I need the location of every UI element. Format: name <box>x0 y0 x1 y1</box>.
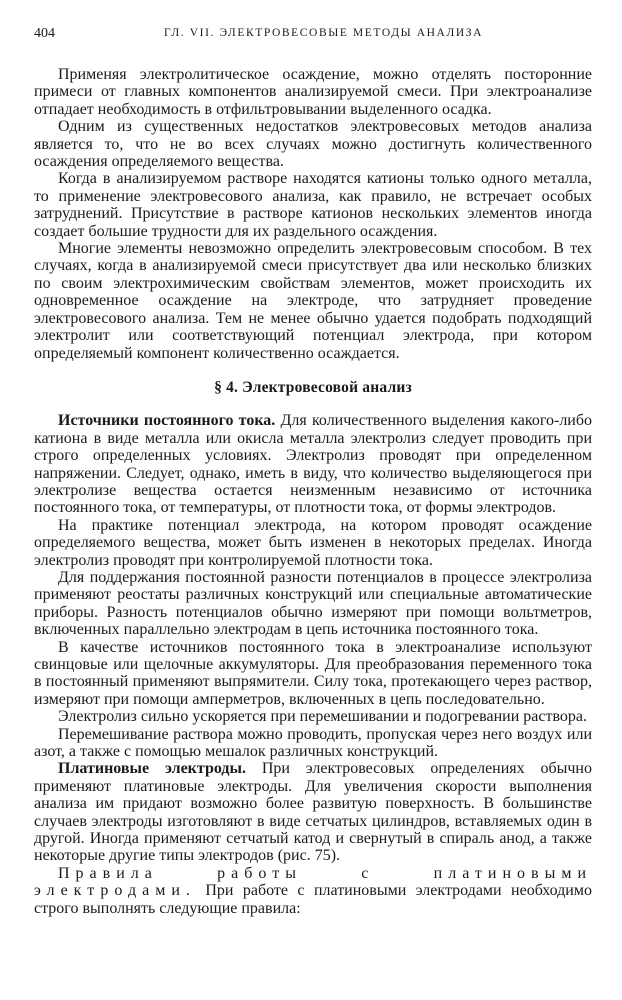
spaced-rules-heading: Правила работы с платиновыми электродами. <box>34 864 592 900</box>
paragraph-potential-difference: Для поддержания постоянной разности потенциалов в процессе электролиза применяют реостаты различных конструкций или специальные автоматические приборы. Разность потенциалов обычно измеряют при помощи вольтметров, включенных параллельно электродам в цепь источника постоянного тока. <box>34 568 592 639</box>
paragraph-platinum-electrodes <box>34 760 592 864</box>
paragraph-electrode-potential: На практике потенциал электрода, на котором проводят осаждение определяемого вещества, может быть изменен в некоторых пределах. Иногда электролиз проводят при контролируемой плотности тока. <box>34 516 592 569</box>
running-title: ГЛ. VII. ЭЛЕКТРОВЕСОВЫЕ МЕТОДЫ АНАЛИЗА <box>164 27 484 39</box>
paragraph-many-elements: Многие элементы невозможно определить электровесовым способом. В тех случаях, когда в анализируемой смеси присутствует два или несколько близких по своим электрохимическим свойствам элементов, может происходить их одновременное осаждение на электроде, что затрудняет проведение электровесового анализа. Тем не менее обычно удается подобрать подходящий электролит или соответствующий потенциал электрода, при котором определяемый компонент количественно осаждается. <box>34 240 592 362</box>
text-current-sources: Для количественного выделения какого-либо катиона в виде металла или окисла металла электролиз следует проводить при строго определенных условиях. Электролиз проводят при определенном напряжении. Следует, однако, иметь в виду, что количество выделяющегося при электролизе вещества остается неизменным независимо от источника постоянного тока, от температуры, от плотности тока, от формы электродов. <box>34 412 592 517</box>
text-electrode-rules: При работе с платиновыми электродами необходимо строго выполнять следующие правила: <box>34 882 592 917</box>
body-text <box>34 66 592 917</box>
paragraph-accumulators: В качестве источников постоянного тока в электроанализе используют свинцовые или щелочные аккумуляторы. Для преобразования переменного тока в постоянный применяют выпрямители. Силу тока, протекающего через раствор, измеряют при помощи амперметров, включенных в цепь последовательно. <box>34 638 592 708</box>
page-header <box>34 26 594 46</box>
paragraph-stirring-heating: Электролиз сильно ускоряется при перемешивании и подогревании раствора. <box>58 708 587 726</box>
paragraph-stirring-methods: Перемешивание раствора можно проводить, пропуская через него воздух или азот, а также с помощью мешалок различных конструкций. <box>34 725 592 761</box>
paragraph-electrolytic-separation: Применяя электролитическое осаждение, можно отделять посторонние примеси от главных компонентов анализируемой смеси. При электроанализе отпадает необходимость в отфильтровывании выделенного осадка. <box>34 66 592 118</box>
page-number: 404 <box>34 26 55 41</box>
lead-platinum-electrodes: Платиновые электроды. <box>58 760 246 778</box>
paragraph-current-sources <box>34 412 592 516</box>
section-title: § 4. Электровесовой анализ <box>214 378 412 396</box>
lead-current-sources: Источники постоянного тока. <box>58 412 276 430</box>
text-platinum-electrodes: При электровесовых определениях обычно применяют платиновые электроды. Для увеличения скорости выполнения анализа им придают возможно более развитую поверхность. В большинстве случаев электроды изготовляют в виде сетчатых цилиндров, вставляемых один в другой. Иногда применяют сетчатый катод и свернутый в спираль анод, а также некоторые другие типы электродов (рис. 75). <box>34 760 592 865</box>
paragraph-electrode-rules <box>34 865 592 917</box>
paragraph-disadvantages: Одним из существенных недостатков электровесовых методов анализа является то, что не во всех случаях можно достигнуть количественного осаждения определяемого вещества. <box>34 118 592 171</box>
paragraph-single-metal: Когда в анализируемом растворе находятся катионы только одного металла, то применение электровесового анализа, как правило, не встречает особых затруднений. Присутствие в растворе катионов нескольких элементов иногда создает большие трудности для их раздельного осаждения. <box>34 170 592 240</box>
